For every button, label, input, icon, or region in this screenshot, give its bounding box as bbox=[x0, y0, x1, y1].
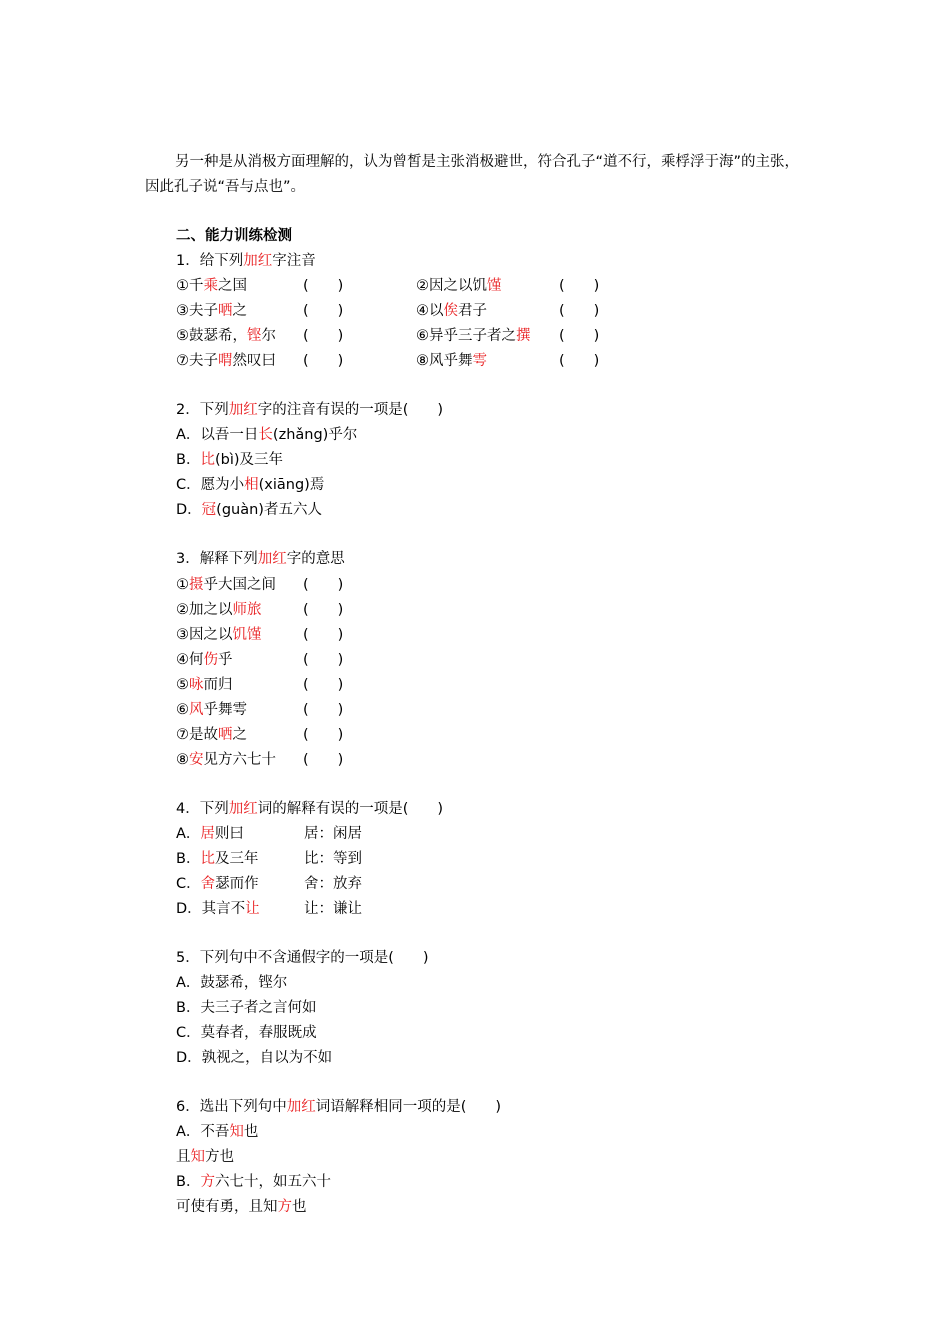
q3-blank[interactable]: ( ) bbox=[303, 652, 344, 668]
q4-option-d[interactable]: D．其言不让 让：谦让 bbox=[176, 897, 396, 922]
q3-item: ⑥风乎舞雩 ( ) bbox=[176, 698, 376, 723]
q4-option-a[interactable]: A．居则曰 居：闲居 bbox=[176, 822, 396, 847]
q3-item: ⑧安见方六七十 ( ) bbox=[176, 748, 376, 773]
q3-item: ②加之以师旅 ( ) bbox=[176, 598, 376, 623]
q1-row bbox=[176, 274, 636, 299]
q1-item: ⑧风乎舞雩 bbox=[416, 353, 487, 369]
q1-blank[interactable]: ( ) bbox=[559, 328, 600, 344]
q3-blank[interactable]: ( ) bbox=[303, 752, 344, 768]
q4-meaning: 让：谦让 bbox=[304, 901, 362, 917]
q1-title-red: 加红 bbox=[243, 253, 273, 269]
q3-blank[interactable]: ( ) bbox=[303, 677, 344, 693]
q6-title: 6．选出下列句中加红词语解释相同一项的是( ) bbox=[176, 1099, 502, 1115]
q1-blank[interactable]: ( ) bbox=[303, 303, 344, 319]
q1-item: ①千乘之国 bbox=[176, 278, 247, 294]
q1-item: ④以俟君子 bbox=[416, 303, 487, 319]
q4-title: 4．下列加红词的解释有误的一项是( ) bbox=[176, 801, 444, 817]
q1-item: ⑥异乎三子者之撰 bbox=[416, 328, 531, 344]
q3-title: 3．解释下列加红字的意思 bbox=[176, 551, 345, 567]
q5-option-d[interactable]: D．孰视之，自以为不如 bbox=[176, 1050, 333, 1066]
q2-option-a[interactable]: A．以吾一日长(zhǎng)乎尔 bbox=[176, 427, 358, 443]
q1-item: ⑤鼓瑟希，铿尔 bbox=[176, 328, 276, 344]
q1-item: ②因之以饥馑 bbox=[416, 278, 502, 294]
q5-option-a[interactable]: A．鼓瑟希，铿尔 bbox=[176, 975, 288, 991]
q1-blank[interactable]: ( ) bbox=[559, 353, 600, 369]
q2-option-b[interactable]: B．比(bì)及三年 bbox=[176, 452, 283, 468]
q1-blank[interactable]: ( ) bbox=[559, 303, 600, 319]
q3-item: ⑦是故哂之 ( ) bbox=[176, 723, 376, 748]
q3-item: ⑤咏而归 ( ) bbox=[176, 673, 376, 698]
q3-item: ③因之以饥馑 ( ) bbox=[176, 623, 376, 648]
q1-row bbox=[176, 324, 636, 349]
intro-paragraph: 另一种是从消极方面理解的，认为曾皙是主张消极避世，符合孔子“道不行，乘桴浮于海”的主张，因此孔子说“吾与点也”。 bbox=[145, 154, 800, 195]
q4-meaning: 居：闲居 bbox=[304, 826, 362, 842]
q1-item: ⑦夫子喟然叹曰 bbox=[176, 353, 276, 369]
q1-item: ③夫子哂之 bbox=[176, 303, 247, 319]
q6-option-b-line2: 可使有勇，且知方也 bbox=[176, 1199, 307, 1215]
q1-blank[interactable]: ( ) bbox=[559, 278, 600, 294]
q1-blank[interactable]: ( ) bbox=[303, 353, 344, 369]
q1-blank[interactable]: ( ) bbox=[303, 278, 344, 294]
q3-blank[interactable]: ( ) bbox=[303, 602, 344, 618]
q2-option-d[interactable]: D．冠(guàn)者五六人 bbox=[176, 502, 322, 518]
q1-row bbox=[176, 349, 636, 374]
intro-paragraph-block bbox=[145, 150, 810, 200]
q6-option-a[interactable]: A．不吾知也 bbox=[176, 1124, 259, 1140]
section-title: 二、能力训练检测 bbox=[176, 228, 292, 244]
q4-option-c[interactable]: C．舍瑟而作 舍：放弃 bbox=[176, 872, 396, 897]
q6-option-a-line2: 且知方也 bbox=[176, 1149, 234, 1165]
q5-title: 5．下列句中不含通假字的一项是( ) bbox=[176, 950, 429, 966]
q4-option-b[interactable]: B．比及三年 比：等到 bbox=[176, 847, 396, 872]
q3-blank[interactable]: ( ) bbox=[303, 727, 344, 743]
q3-item: ④何伤乎 ( ) bbox=[176, 648, 376, 673]
q4-meaning: 比：等到 bbox=[304, 851, 362, 867]
q5-option-b[interactable]: B．夫三子者之言何如 bbox=[176, 1000, 317, 1016]
q6-option-b[interactable]: B．方六七十，如五六十 bbox=[176, 1174, 331, 1190]
q5-option-c[interactable]: C．莫春者，春服既成 bbox=[176, 1025, 317, 1041]
q2-option-c[interactable]: C．愿为小相(xiāng)焉 bbox=[176, 477, 325, 493]
q1-blank[interactable]: ( ) bbox=[303, 328, 344, 344]
q3-blank[interactable]: ( ) bbox=[303, 627, 344, 643]
q3-blank[interactable]: ( ) bbox=[303, 702, 344, 718]
q1-title: 1．给下列加红字注音 bbox=[176, 253, 316, 269]
q3-blank[interactable]: ( ) bbox=[303, 577, 344, 593]
q2-title: 2．下列加红字的注音有误的一项是( ) bbox=[176, 402, 444, 418]
q4-meaning: 舍：放弃 bbox=[304, 876, 362, 892]
q3-item: ①摄乎大国之间 ( ) bbox=[176, 573, 376, 598]
q1-row bbox=[176, 299, 636, 324]
